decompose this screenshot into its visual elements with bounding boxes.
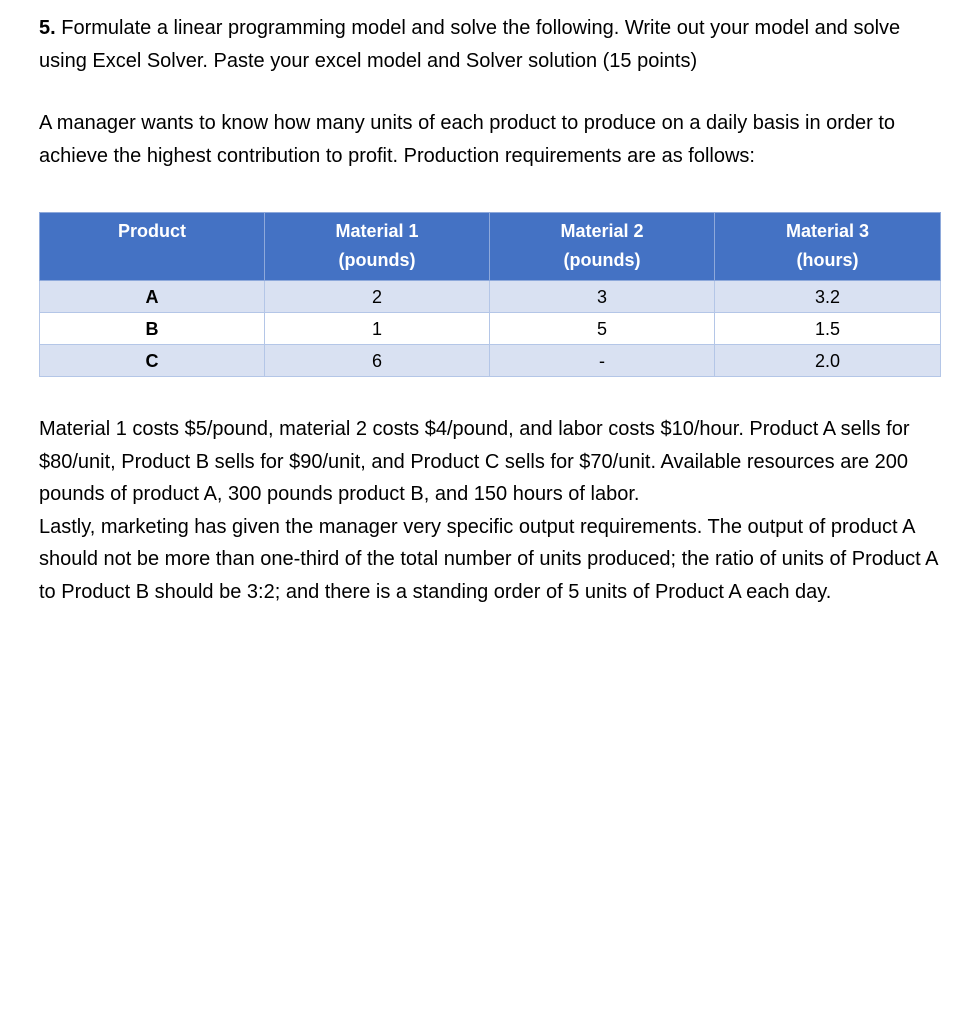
cell-material-2: 5 [490, 313, 715, 345]
header-material-1 [265, 213, 490, 281]
header-product [40, 213, 265, 281]
question-number: 5. [39, 17, 56, 39]
cell-product: A [40, 281, 265, 313]
table-row [40, 281, 941, 313]
cell-product: B [40, 313, 265, 345]
cell-material-2: - [490, 345, 715, 377]
header-material-3 [715, 213, 941, 281]
header-material-3-line2: (hours) [796, 250, 859, 270]
header-material-2 [490, 213, 715, 281]
cell-material-1: 1 [265, 313, 490, 345]
cell-material-1: 6 [265, 345, 490, 377]
requirements-table [39, 212, 941, 377]
table-row [40, 313, 941, 345]
cell-material-3: 2.0 [715, 345, 941, 377]
marketing-paragraph: Lastly, marketing has given the manager very specific output requirements. The output of product A should not be more than one-third of the total number of units produced; the ratio of units of Product A to Product B should be 3:2; and there is a standing order of 5 units of Product A each day. [39, 515, 938, 603]
costs-paragraph: Material 1 costs $5/pound, material 2 costs $4/pound, and labor costs $10/hour. Product A sells for $80/unit, Product B sells for $90/unit, and Product C sells for $70/unit. Available resources are 200 pounds of product A, 300 pounds product B, and 150 hours of labor. [39, 418, 910, 505]
table-header-row [40, 213, 941, 281]
header-material-1-line2: (pounds) [338, 250, 416, 270]
cell-material-3: 1.5 [715, 313, 941, 345]
document-body [39, 12, 939, 608]
cell-material-2: 3 [490, 281, 715, 313]
question-text: Formulate a linear programming model and solve the following. Write out your model and solve using Excel Solver. Paste your excel model and Solver solution (15 points) [39, 17, 901, 72]
header-material-1-line1: Material 1 [335, 221, 419, 241]
header-product-line1: Product [117, 221, 186, 241]
table-row [40, 345, 941, 377]
header-material-2-line1: Material 2 [560, 221, 644, 241]
header-material-2-line2: (pounds) [563, 250, 641, 270]
cell-material-3: 3.2 [715, 281, 941, 313]
header-material-3-line1: Material 3 [785, 221, 870, 241]
question-heading [39, 12, 939, 77]
intro-paragraph: A manager wants to know how many units of each product to produce on a daily basis in order to achieve the highest contribution to profit. Production requirements are as follows: [39, 112, 896, 167]
requirements-table-wrapper [39, 212, 940, 377]
cell-product: C [40, 345, 265, 377]
cell-material-1: 2 [265, 281, 490, 313]
